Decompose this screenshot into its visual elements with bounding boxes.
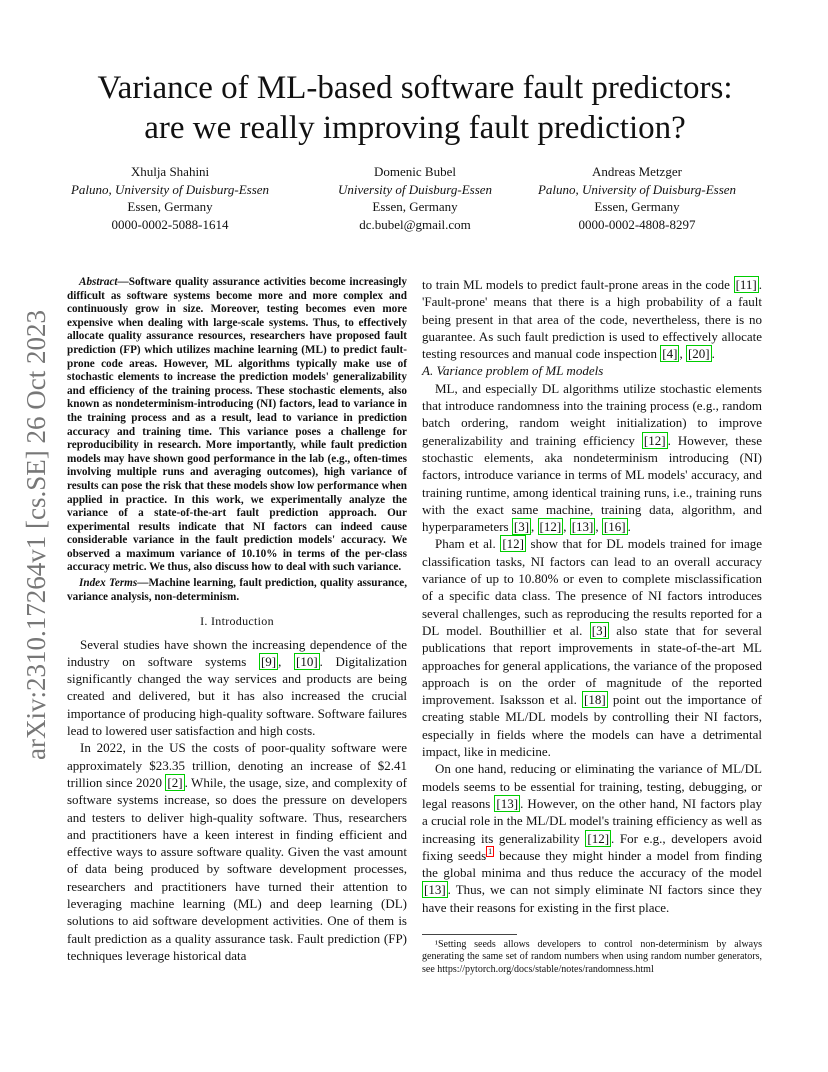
right-column (422, 276, 762, 976)
left-column (67, 276, 407, 964)
author-block-2 (300, 163, 530, 233)
author-location: Essen, Germany (594, 199, 680, 214)
index-terms-text: —Machine learning, fault prediction, quality assurance, variance analysis, non-determinism. (67, 577, 407, 603)
variance-paragraph-2: Pham et al. [12] show that for DL models trained for image classification tasks, NI factors can lead to an overall accuracy variance of up to 10.80% or even to complete misclassification of a specific data class. The presence of NI factors introduces several challenges, such as reproducing the results reported for a DL model. Bouthillier et al. [3] also state that for several publications that report improvements in state-of-the-art ML approaches for general applications, the variance of the proposed approach is on the order of magnitude of the reported improvement. Isaksson et al. [18] point out the importance of creating stable ML/DL models by controlling their NI factors, especially in fields where the models can have a detrimental impact, like in medicine. (422, 536, 762, 760)
abstract-label: Abstract (79, 276, 118, 288)
author-location: Essen, Germany (372, 199, 458, 214)
index-terms-label: Index Terms (79, 577, 138, 590)
intro-paragraph-1: Several studies have shown the increasing dependence of the industry on software systems [9] , [10] . Digitalization significantly changed the way services and products are being created and delivered, but it has also increased the crucial importance of producing high-quality software. Software failures lead to lowered user satisfaction and high costs. (67, 636, 408, 739)
section-heading-introduction: I. Introduction (200, 614, 274, 629)
paper-title (60, 68, 770, 148)
author-block-1 (55, 163, 285, 233)
intro-paragraph-3: to train ML models to predict fault-prone areas in the code [11] . 'Fault-prone' means that there is a high probability of a fault being present in that area of the code, nevertheless, there is no guarantee. As such fault prediction is used to effectively allocate testing resources and manual code inspection [4] , [20] . (422, 277, 762, 362)
author-name: Domenic Bubel (374, 164, 456, 179)
intro-paragraph-2: In 2022, in the US the costs of poor-quality software were approximately $23.35 trillion, denoting an increase of $2.41 trillion since 2020 [2] . While, the usage, size, and complexity of software systems increase, so does the pressure on developers and testers to deliver high-quality software. Thus, researchers and practitioners have a keen interest in finding efficient and effective ways to assure software quality. Given the vast amount of data being produced by software development processes, researchers and practitioners have turned their attention to leveraging machine learning (ML) and deep learning (DL) solutions to aid software development activities. One of them is fault prediction as a quality assurance task. Fault prediction (FP) techniques leverage historical data (67, 740, 407, 963)
footnote: ¹Setting seeds allows developers to control non-determinism by always generating the same set of random numbers when using random number generators, see https://pytorch.org/docs/stable/notes/randomness.html (422, 938, 762, 975)
variance-paragraph-1: ML, and especially DL algorithms utilize stochastic elements that introduce randomness into the training process (e.g., random batch ordering, random weight initialization) to improve generalizability and training efficiency [12] . However, these stochastic elements, aka nondeterminism introducing (NI) factors, introduce variance in terms of ML models' accuracy, and training runtime, among identical training runs, i.e., training runs with the exact same machine, training data, algorithm, and hyperparameters [3] , [12] , [13] , [16] . (422, 380, 762, 535)
arxiv-stamp (15, 290, 55, 760)
author-id: 0000-0002-4808-8297 (578, 216, 696, 232)
abstract-text: —Software quality assurance activities become increasingly difficult as software systems become more and more complex and continuously grow in size. Moreover, testing becomes even more expensive when dealing with large-scale systems. Thus, to effectively allocate quality assurance resources, researchers have proposed fault prediction (FP) which utilizes machine learning (ML) to predict fault-prone code areas. However, ML algorithms typically make use of stochastic elements to increase the prediction models' generalizability and efficiency of the training process. These stochastic elements, also known as nondeterminism-introducing (NI) factors, lead to variance in the training process and as a result, lead to variance in prediction accuracy and training time. This variance poses a challenge for reproducibility in research. More importantly, while fault prediction models may have shown good performance in the lab (e.g., often-times involving multiple runs and averaging outcomes), high variance of results can pose the risk that these models show low performance when applied in practice. In this work, we experimentally analyze the variance of a state-of-the-art fault prediction approach. Our experimental results indicate that NI factors can indeed cause considerable variance in the fault prediction models' accuracy. We observed a maximum variance of 10.10% in terms of the per-class accuracy metric. We thus, also discuss how to deal with such variance. (67, 276, 407, 574)
footnote-rule (422, 934, 517, 935)
author-block-3 (522, 163, 752, 233)
author-location: Essen, Germany (127, 199, 213, 214)
subsection-heading-variance: A. Variance problem of ML models (422, 363, 604, 379)
variance-paragraph-3: On one hand, reducing or eliminating the variance of ML/DL models seems to be essential for training, testing, debugging, or legal reasons [13] . However, on the other hand, NI factors play a crucial role in the ML/DL model's training efficiency as well as increasing its generalizability [12] . For e.g., developers avoid fixing seeds $^1$ because they might hinder a model from finding the global minima and thus reduce the accuracy of the model [13] . Thus, we can not simply eliminate NI factors since they have their reasons for existing in the first place. (422, 761, 762, 915)
author-affiliation: University of Duisburg-Essen (337, 181, 493, 197)
author-id: 0000-0002-5088-1614 (111, 216, 229, 232)
author-name: Xhulja Shahini (130, 164, 210, 179)
author-affiliation: Paluno, University of Duisburg-Essen (70, 181, 270, 197)
abstract (67, 276, 407, 604)
author-id: dc.bubel@gmail.com (359, 216, 471, 232)
title-line-2: are we really improving fault prediction? (144, 110, 686, 146)
arxiv-stamp-text: arXiv:2310.17264v1 [cs.SE] 26 Oct 2023 (21, 310, 51, 760)
author-name: Andreas Metzger (592, 164, 682, 179)
author-affiliation: Paluno, University of Duisburg-Essen (537, 181, 737, 197)
title-line-1: Variance of ML-based software fault predictors: (97, 70, 733, 106)
